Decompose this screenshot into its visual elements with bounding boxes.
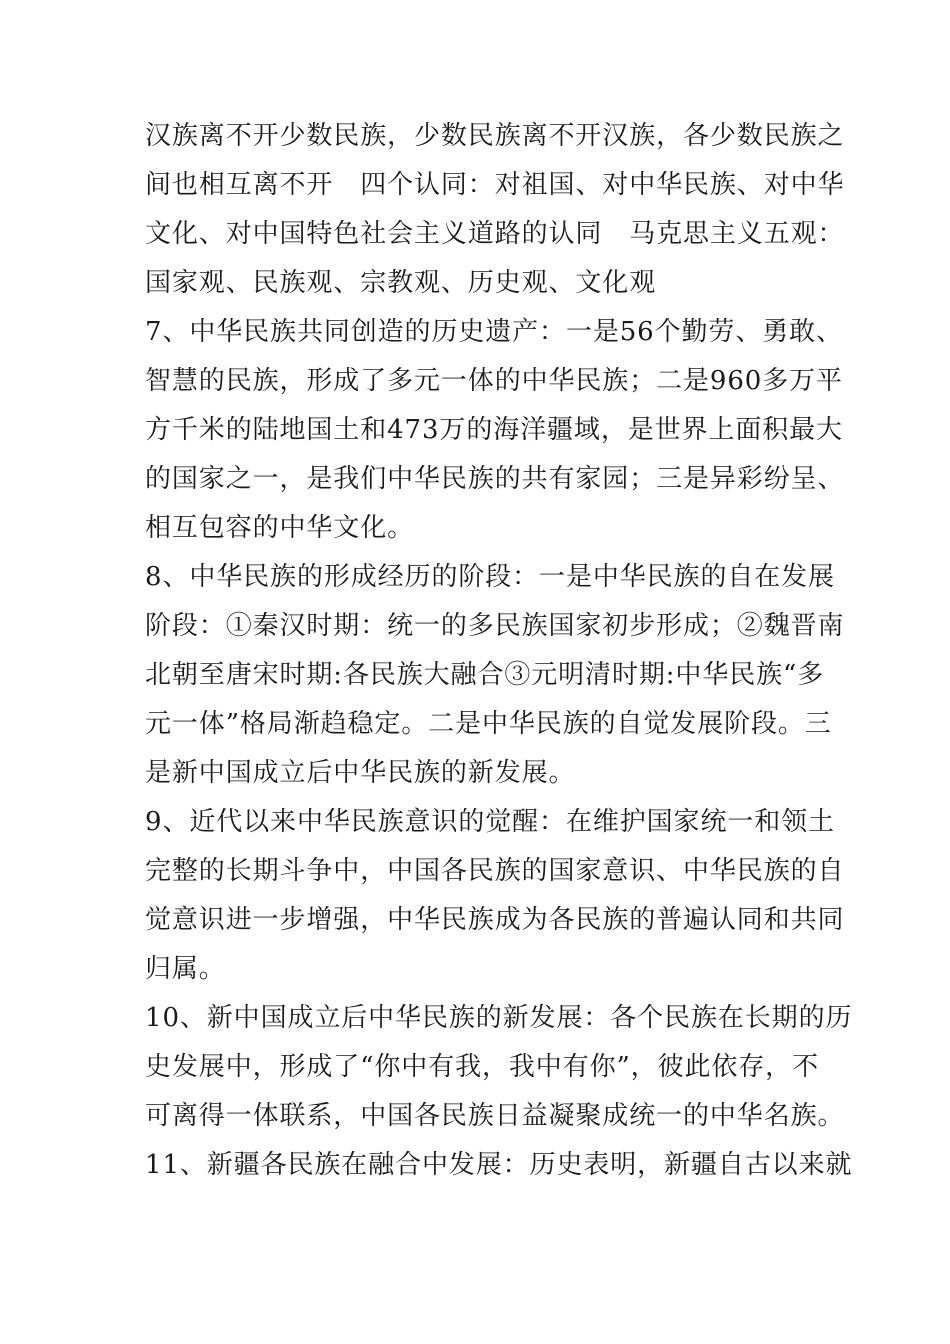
text-line: 9、近代以来中华民族意识的觉醒：在维护国家统一和领土: [145, 807, 835, 837]
text-line: 11、新疆各民族在融合中发展：历史表明，新疆自古以来就: [145, 1150, 853, 1180]
text-line: 相互包容的中华文化。: [145, 513, 415, 543]
text-line: 汉族离不开少数民族，少数民族离不开汉族，各少数民族之: [145, 121, 845, 151]
text-line: 北朝至唐宋时期:各民族大融合③元明清时期:中华民族“多: [145, 660, 825, 690]
text-line: 觉意识进一步增强，中华民族成为各民族的普遍认同和共同: [145, 905, 845, 935]
text-line: 元一体”格局渐趋稳定。二是中华民族的自觉发展阶段。三: [145, 709, 832, 739]
text-line: 归属。: [145, 954, 226, 984]
text-line: 7、中华民族共同创造的历史遗产：一是56个勤劳、勇敢、: [145, 317, 843, 347]
text-line: 智慧的民族，形成了多元一体的中华民族；二是960多万平: [145, 366, 843, 396]
paragraph-item-9: [145, 798, 845, 994]
text-line: 间也相互离不开 四个认同：对祖国、对中华民族、对中华: [145, 170, 845, 200]
text-line: 方千米的陆地国土和473万的海洋疆域，是世界上面积最大: [145, 415, 843, 445]
text-line: 国家观、民族观、宗教观、历史观、文化观: [145, 268, 657, 298]
text-line: 史发展中，形成了“你中有我，我中有你”，彼此依存，不: [145, 1052, 819, 1082]
paragraph-intro: [145, 112, 845, 308]
text-line: 可离得一体联系，中国各民族日益凝聚成统一的中华名族。: [145, 1101, 845, 1131]
paragraph-item-7: [145, 308, 845, 553]
text-line: 8、中华民族的形成经历的阶段：一是中华民族的自在发展: [145, 562, 835, 592]
document-body: [145, 112, 853, 1190]
paragraph-item-8: [145, 553, 845, 798]
paragraph-item-10-11: [145, 994, 853, 1190]
text-line: 10、新中国成立后中华民族的新发展：各个民族在长期的历: [145, 1003, 853, 1033]
text-line: 是新中国成立后中华民族的新发展。: [145, 758, 576, 788]
text-line: 阶段：①秦汉时期：统一的多民族国家初步形成；②魏晋南: [145, 611, 845, 641]
text-line: 完整的长期斗争中，中国各民族的国家意识、中华民族的自: [145, 856, 845, 886]
text-line: 文化、对中国特色社会主义道路的认同 马克思主义五观：: [145, 219, 845, 249]
text-line: 的国家之一，是我们中华民族的共有家园；三是异彩纷呈、: [145, 464, 845, 494]
